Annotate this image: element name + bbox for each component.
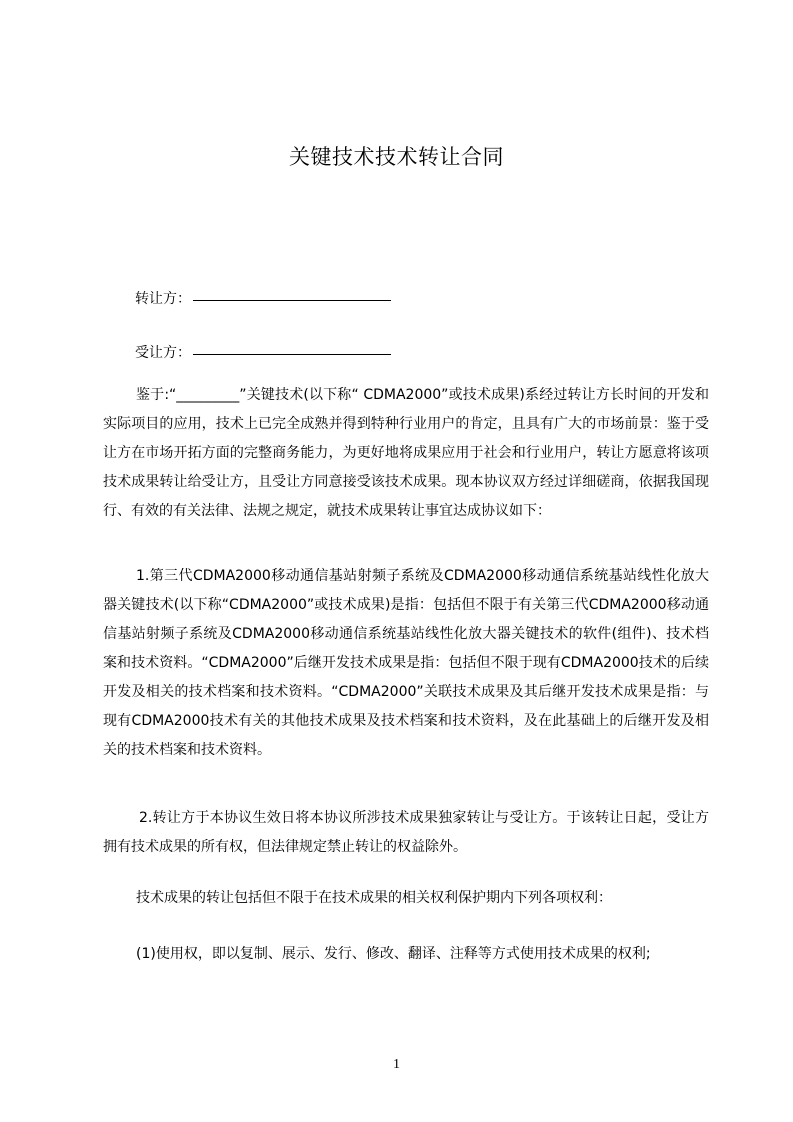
contract-title: 关键技术技术转让合同 xyxy=(289,145,504,169)
clause-1-paragraph: 1.第三代CDMA2000移动通信基站射频子系统及CDMA2000移动通信系统基站线性化放大器关键技术(以下称“CDMA2000”或技术成果)是指：包括但不限于有关第三代CDMA2000移动通信基站射频子系统及CDMA2000移动通信系统基站线性化放大器关键技术的软件(组件)、技术档案和技术资料。“CDMA2000”后继开发技术成果是指：包括但不限于现有CDMA2000技术的后续开发及相关的技术档案和技术资料。“CDMA2000”关联技术成果及其后继开发技术成果是指：与现有CDMA2000技术有关的其他技术成果及技术档案和技术资料，及在此基础上的后继开发及相关的技术档案和技术资料。 xyxy=(103,568,709,758)
transferor-blank-line xyxy=(193,299,391,301)
transferee-field xyxy=(135,339,391,368)
clause-2-paragraph: 2.转让方于本协议生效日将本协议所涉技术成果独家转让与受让方。于该转让日起，受让方拥有技术成果的所有权，但法律规定禁止转让的权益除外。 xyxy=(103,810,709,855)
recital-paragraph: 鉴于:“_________”关键技术(以下称“ CDMA2000”或技术成果)系经过转让方长时间的开发和实际项目的应用，技术上已完全成熟并得到特种行业用户的肯定，且具有广大的市场前景：鉴于受让方在市场开拓方面的完整商务能力，为更好地将成果应用于社会和行业用户，转让方愿意将该项技术成果转让给受让方，且受让方同意接受该技术成果。现本协议双方经过详细磋商，依据我国现行、有效的有关法律、法规之规定，就技术成果转让事宜达成协议如下： xyxy=(103,387,709,519)
rights-intro-paragraph: 技术成果的转让包括但不限于在技术成果的相关权利保护期内下列各项权利： xyxy=(136,890,612,906)
usage-right-paragraph: (1)使用权，即以复制、展示、发行、修改、翻译、注释等方式使用技术成果的权利; xyxy=(136,946,651,962)
transferor-label: 转让方： xyxy=(135,291,191,307)
transferee-blank-line xyxy=(193,353,391,355)
page-number: 1 xyxy=(393,1057,400,1072)
transferee-label: 受让方： xyxy=(135,345,191,361)
transferor-field xyxy=(135,285,391,314)
